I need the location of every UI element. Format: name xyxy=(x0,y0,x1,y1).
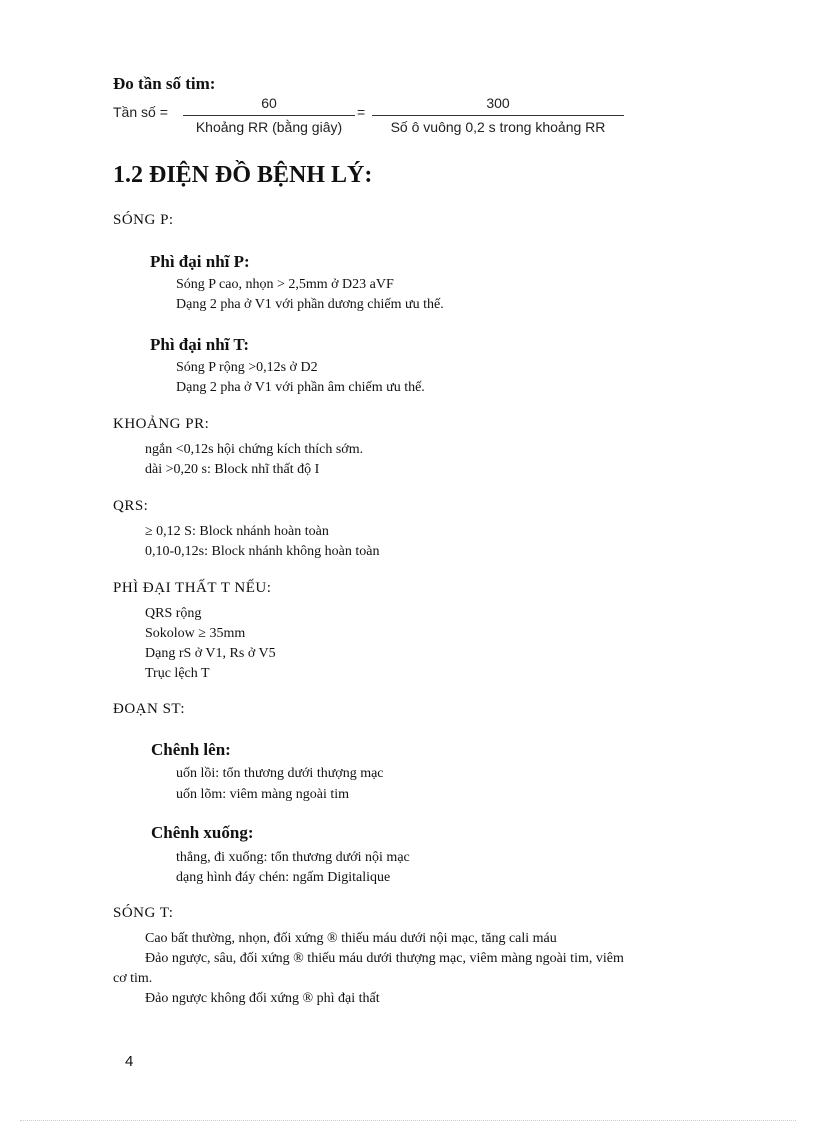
chenh-xuong-line: dạng hình đáy chén: ngấm Digitalique xyxy=(176,870,391,885)
chenh-xuong-line: thẳng, đi xuống: tổn thương dưới nội mạc xyxy=(176,850,410,865)
page-bottom-divider xyxy=(20,1120,796,1121)
song-t-line: Cao bất thường, nhọn, đối xứng ® thiếu máu dưới nội mạc, tăng cali máu xyxy=(145,931,557,946)
formula-equals: = xyxy=(357,104,366,120)
phi-dai-nhi-t-heading: Phì đại nhĩ T: xyxy=(150,335,250,354)
qrs-heading: QRS: xyxy=(113,498,149,514)
khoang-pr-line: dài >0,20 s: Block nhĩ thất độ I xyxy=(145,462,320,477)
section-title: 1.2 ĐIỆN ĐỒ BỆNH LÝ: xyxy=(113,162,373,188)
phi-dai-nhi-t-line: Dạng 2 pha ở V1 với phần âm chiếm ưu thế. xyxy=(176,380,425,395)
qrs-line: ≥ 0,12 S: Block nhánh hoàn toàn xyxy=(145,524,329,539)
fraction-1-numerator: 60 xyxy=(261,95,277,111)
song-t-line: Đảo ngược, sâu, đối xứng ® thiếu máu dưới thượng mạc, viêm màng ngoài tim, viêm xyxy=(145,951,624,966)
khoang-pr-line: ngắn <0,12s hội chứng kích thích sớm. xyxy=(145,442,364,457)
song-t-line: Đảo ngược không đối xứng ® phì đại thất xyxy=(145,991,380,1006)
song-p-heading: SÓNG P: xyxy=(113,212,174,228)
phi-dai-nhi-p-line: Dạng 2 pha ở V1 với phần dương chiếm ưu thế. xyxy=(176,297,444,312)
phi-dai-that-line: Sokolow ≥ 35mm xyxy=(145,626,246,641)
phi-dai-nhi-t-line: Sóng P rộng >0,12s ở D2 xyxy=(176,360,318,375)
phi-dai-that-line: QRS rộng xyxy=(145,606,202,621)
phi-dai-that-heading: PHÌ ĐẠI THẤT T NẾU: xyxy=(113,580,272,596)
doan-st-heading: ĐOẠN ST: xyxy=(113,701,186,717)
phi-dai-nhi-p-heading: Phì đại nhĩ P: xyxy=(150,252,250,271)
formula-lhs: Tần số = xyxy=(113,104,168,120)
fraction-2-numerator: 300 xyxy=(486,95,510,111)
fraction-1 xyxy=(183,95,355,135)
chenh-xuong-heading: Chênh xuống: xyxy=(151,823,254,842)
page-number: 4 xyxy=(125,1053,134,1070)
chenh-len-heading: Chênh lên: xyxy=(151,740,231,759)
qrs-line: 0,10-0,12s: Block nhánh không hoàn toàn xyxy=(145,544,380,559)
phi-dai-nhi-p-line: Sóng P cao, nhọn > 2,5mm ở D23 aVF xyxy=(176,277,394,292)
phi-dai-that-line: Dạng rS ở V1, Rs ở V5 xyxy=(145,646,276,661)
chenh-len-line: uốn lõm: viêm màng ngoài tim xyxy=(176,787,350,802)
song-t-heading: SÓNG T: xyxy=(113,905,174,921)
fraction-2-bar xyxy=(372,115,624,116)
song-t-line: cơ tim. xyxy=(113,971,153,986)
fraction-2-denominator: Số ô vuông 0,2 s trong khoảng RR xyxy=(390,119,606,135)
heart-rate-heading: Đo tần số tim: xyxy=(113,74,216,93)
phi-dai-that-line: Trục lệch T xyxy=(145,666,210,681)
fraction-1-denominator: Khoảng RR (bằng giây) xyxy=(195,119,343,135)
fraction-1-bar xyxy=(183,115,355,116)
fraction-2 xyxy=(372,95,624,135)
chenh-len-line: uốn lồi: tổn thương dưới thượng mạc xyxy=(176,766,384,781)
khoang-pr-heading: KHOẢNG PR: xyxy=(113,416,210,432)
